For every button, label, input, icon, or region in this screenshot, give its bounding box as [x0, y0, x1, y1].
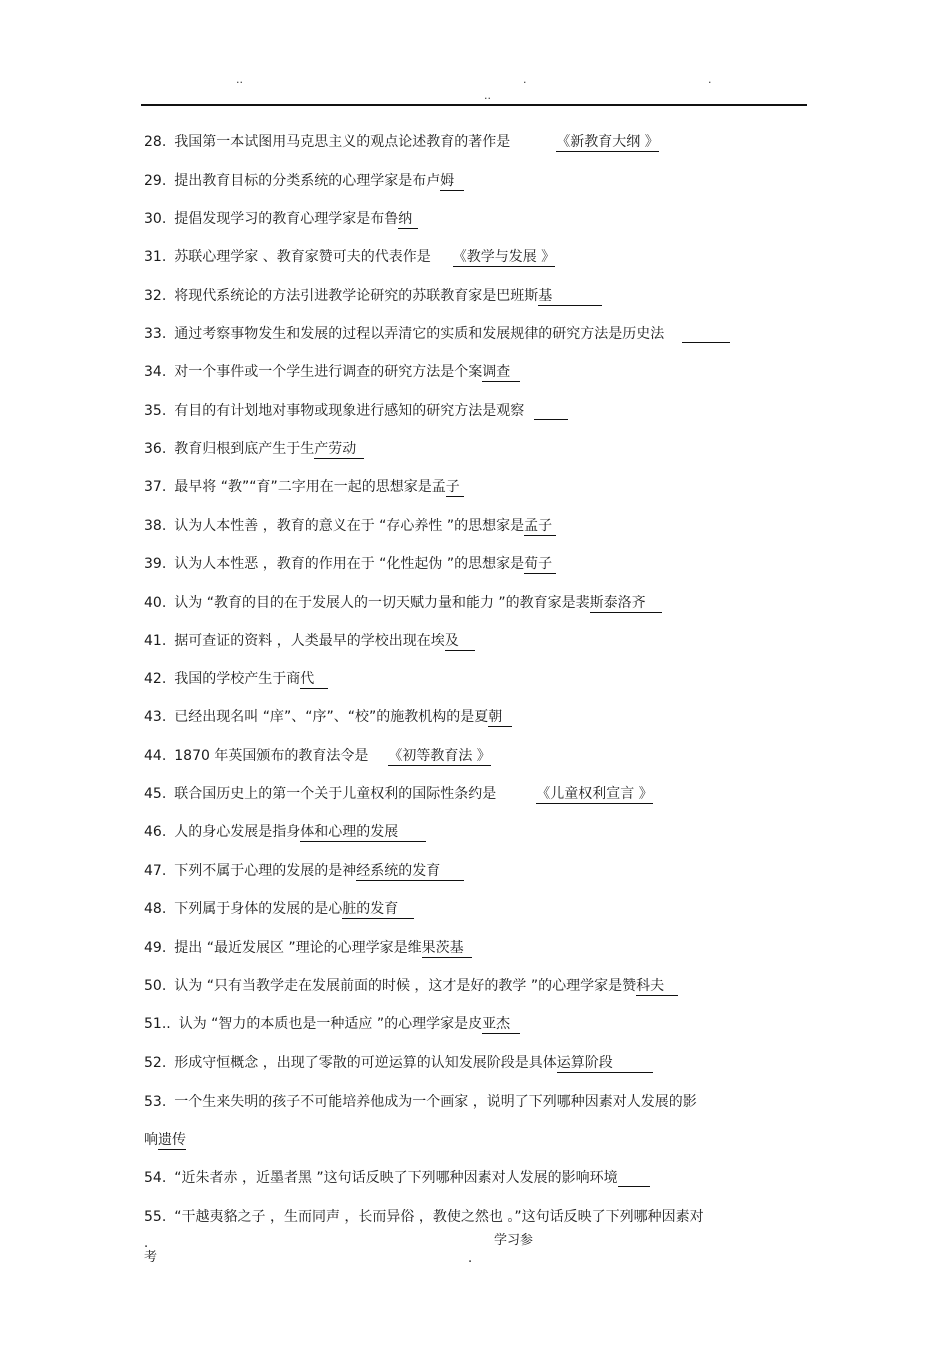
- question-item: [144, 248, 555, 266]
- question-item: [144, 555, 556, 573]
- question-item: [144, 172, 464, 190]
- answer-blank: 纳: [398, 211, 418, 229]
- question-text: 认为人本性善 ，教育的意义在于 “存心养性 ”的思想家是: [174, 518, 525, 534]
- header-dots-center: ..: [484, 89, 491, 102]
- question-item: [144, 210, 418, 228]
- question-text: 我国的学校产生于商: [174, 671, 301, 687]
- header-dots-left: ..: [236, 73, 243, 86]
- question-number: 50.: [144, 978, 167, 994]
- question-item: [144, 1015, 520, 1033]
- answer-blank: 姆: [440, 173, 464, 191]
- answer-blank: 产劳动: [314, 441, 364, 459]
- footer-dot-right: .: [468, 1251, 473, 1266]
- answer-blank: 《新教育大纲 》: [556, 134, 659, 150]
- question-text: 通过考察事物发生和发展的过程以弄清它的实质和发展规律的研究方法是历史法: [174, 326, 665, 342]
- header-dots-right: .: [708, 73, 712, 86]
- question-item: [144, 670, 328, 688]
- question-item: [144, 478, 464, 496]
- answer-blank: 基: [538, 288, 602, 306]
- question-number: 30.: [144, 211, 167, 227]
- header-rule: [141, 104, 807, 106]
- question-number: 42.: [144, 671, 167, 687]
- header-dots-mid: .: [523, 73, 527, 86]
- answer-blank: 朝: [488, 709, 512, 727]
- question-number: 51..: [144, 1016, 171, 1032]
- question-number: 54.: [144, 1170, 167, 1186]
- question-item: [144, 325, 730, 343]
- question-number: 36.: [144, 441, 167, 457]
- answer-blank: [682, 327, 730, 343]
- answer-blank: 及: [445, 633, 475, 651]
- question-number: 33.: [144, 326, 167, 342]
- question-number: 48.: [144, 901, 167, 917]
- question-number: 49.: [144, 940, 167, 956]
- answer-blank: 科夫: [636, 978, 678, 996]
- question-text: 已经出现名叫 “庠”、“序”、“校”的施教机构的是夏: [174, 709, 489, 725]
- question-item: [144, 939, 472, 957]
- question-item: [144, 287, 602, 305]
- question-number: 38.: [144, 518, 167, 534]
- question-number: 44.: [144, 748, 167, 764]
- question-item: [144, 823, 426, 841]
- question-text: 苏联心理学家 、教育家赞可夫的代表作是: [174, 249, 431, 265]
- question-number: 28.: [144, 134, 167, 150]
- question-item: [144, 785, 653, 803]
- question-number: 40.: [144, 595, 167, 611]
- question-item: [144, 1093, 697, 1111]
- question-item: [144, 1054, 653, 1072]
- question-text: 对一个事件或一个学生进行调查的研究方法是个案: [174, 364, 483, 380]
- question-text: 认为 “智力的本质也是一种适应 ”的心理学家是皮: [178, 1016, 483, 1032]
- question-text: 一个生来失明的孩子不可能培养他成为一个画家 ，说明了下列哪种因素对人发展的影: [174, 1094, 697, 1110]
- question-number: 55.: [144, 1209, 167, 1225]
- question-number: 34.: [144, 364, 167, 380]
- answer-blank: 代: [300, 671, 328, 689]
- answer-blank: [618, 1171, 650, 1187]
- question-text: 教育归根到底产生于生: [174, 441, 315, 457]
- question-text: 1870 年英国颁布的教育法令是: [174, 748, 369, 764]
- question-text: 将现代系统论的方法引进教学论研究的苏联教育家是巴班斯: [174, 288, 539, 304]
- question-number: 45.: [144, 786, 167, 802]
- question-item: [144, 900, 414, 918]
- question-number: 47.: [144, 863, 167, 879]
- question-item: [144, 517, 556, 535]
- question-number: 53.: [144, 1094, 167, 1110]
- question-number: 32.: [144, 288, 167, 304]
- question-item: [144, 594, 662, 612]
- question-number: 31.: [144, 249, 167, 265]
- answer-blank: 《儿童权利宣言 》: [536, 786, 653, 802]
- question-number: 37.: [144, 479, 167, 495]
- question-text: 下列不属于心理的发展的是神: [174, 863, 357, 879]
- answer-blank: 运算阶段: [557, 1055, 653, 1073]
- answer-blank: 体和心理的发展: [300, 824, 426, 842]
- question-text: “干越夷貉之子 ，生而同声 ，长而异俗 ，教使之然也 。”这句话反映了下列哪种因素对: [174, 1209, 704, 1225]
- answer-blank: 调查: [482, 364, 520, 382]
- answer-blank: [534, 404, 568, 420]
- question-text: 下列属于身体的发展的是心: [174, 901, 343, 917]
- question-item: [144, 1208, 704, 1226]
- question-text: 认为 “教育的目的在于发展人的一切天赋力量和能力 ”的教育家是裴: [174, 595, 590, 611]
- question-text: “近朱者赤 ，近墨者黑 ”这句话反映了下列哪种因素对人发展的影响环境: [174, 1170, 618, 1186]
- question-text: 提出 “最近发展区 ”理论的心理学家是维: [174, 940, 422, 956]
- question-item: [144, 708, 512, 726]
- question-number: 46.: [144, 824, 167, 840]
- question-item: [144, 133, 659, 151]
- question-number: 29.: [144, 173, 167, 189]
- question-item: [144, 440, 364, 458]
- footer-dot-left: .: [144, 1236, 149, 1251]
- question-item: [144, 1131, 186, 1149]
- question-text: 据可查证的资料 ，人类最早的学校出现在埃: [174, 633, 445, 649]
- question-item: [144, 747, 491, 765]
- question-item: [144, 862, 464, 880]
- question-item: [144, 1169, 650, 1187]
- question-text: 提出教育目标的分类系统的心理学家是布卢: [174, 173, 441, 189]
- question-text: 认为 “只有当教学走在发展前面的时候 ，这才是好的教学 ”的心理学家是赞: [174, 978, 637, 994]
- footer-center-text: 学习参: [494, 1233, 534, 1248]
- answer-blank: 《教学与发展 》: [452, 249, 556, 265]
- question-text: 最早将 “教”“育”二字用在一起的思想家是孟: [174, 479, 446, 495]
- question-number: 52.: [144, 1055, 167, 1071]
- question-text: 有目的有计划地对事物或现象进行感知的研究方法是观察: [174, 403, 525, 419]
- question-number: 35.: [144, 403, 167, 419]
- question-text: 人的身心发展是指身: [174, 824, 301, 840]
- footer-left-text: 考: [144, 1250, 158, 1265]
- question-item: [144, 632, 475, 650]
- question-number: 43.: [144, 709, 167, 725]
- question-number: 41.: [144, 633, 167, 649]
- answer-blank: 脏的发育: [342, 901, 414, 919]
- question-text: 提倡发现学习的教育心理学家是布鲁: [174, 211, 399, 227]
- question-item: [144, 402, 568, 420]
- answer-blank: 荀子: [524, 556, 556, 574]
- question-text: 认为人本性恶 ，教育的作用在于 “化性起伪 ”的思想家是: [174, 556, 525, 572]
- question-text: 响: [144, 1132, 158, 1148]
- question-item: [144, 977, 678, 995]
- answer-blank: 《初等教育法 》: [388, 748, 491, 764]
- answer-blank: 遗传: [158, 1132, 186, 1148]
- question-text: 形成守恒概念 ，出现了零散的可逆运算的认知发展阶段是具体: [174, 1055, 557, 1071]
- answer-blank: 子: [446, 479, 464, 497]
- answer-blank: 亚杰: [482, 1016, 520, 1034]
- question-text: 我国第一本试图用马克思主义的观点论述教育的著作是: [174, 134, 511, 150]
- answer-blank: 孟子: [524, 518, 556, 536]
- answer-blank: 果茨基: [422, 940, 472, 958]
- answer-blank: 斯泰洛齐: [590, 595, 662, 613]
- answer-blank: 经系统的发育: [356, 863, 464, 881]
- question-text: 联合国历史上的第一个关于儿童权利的国际性条约是: [174, 786, 497, 802]
- question-number: 39.: [144, 556, 167, 572]
- question-item: [144, 363, 520, 381]
